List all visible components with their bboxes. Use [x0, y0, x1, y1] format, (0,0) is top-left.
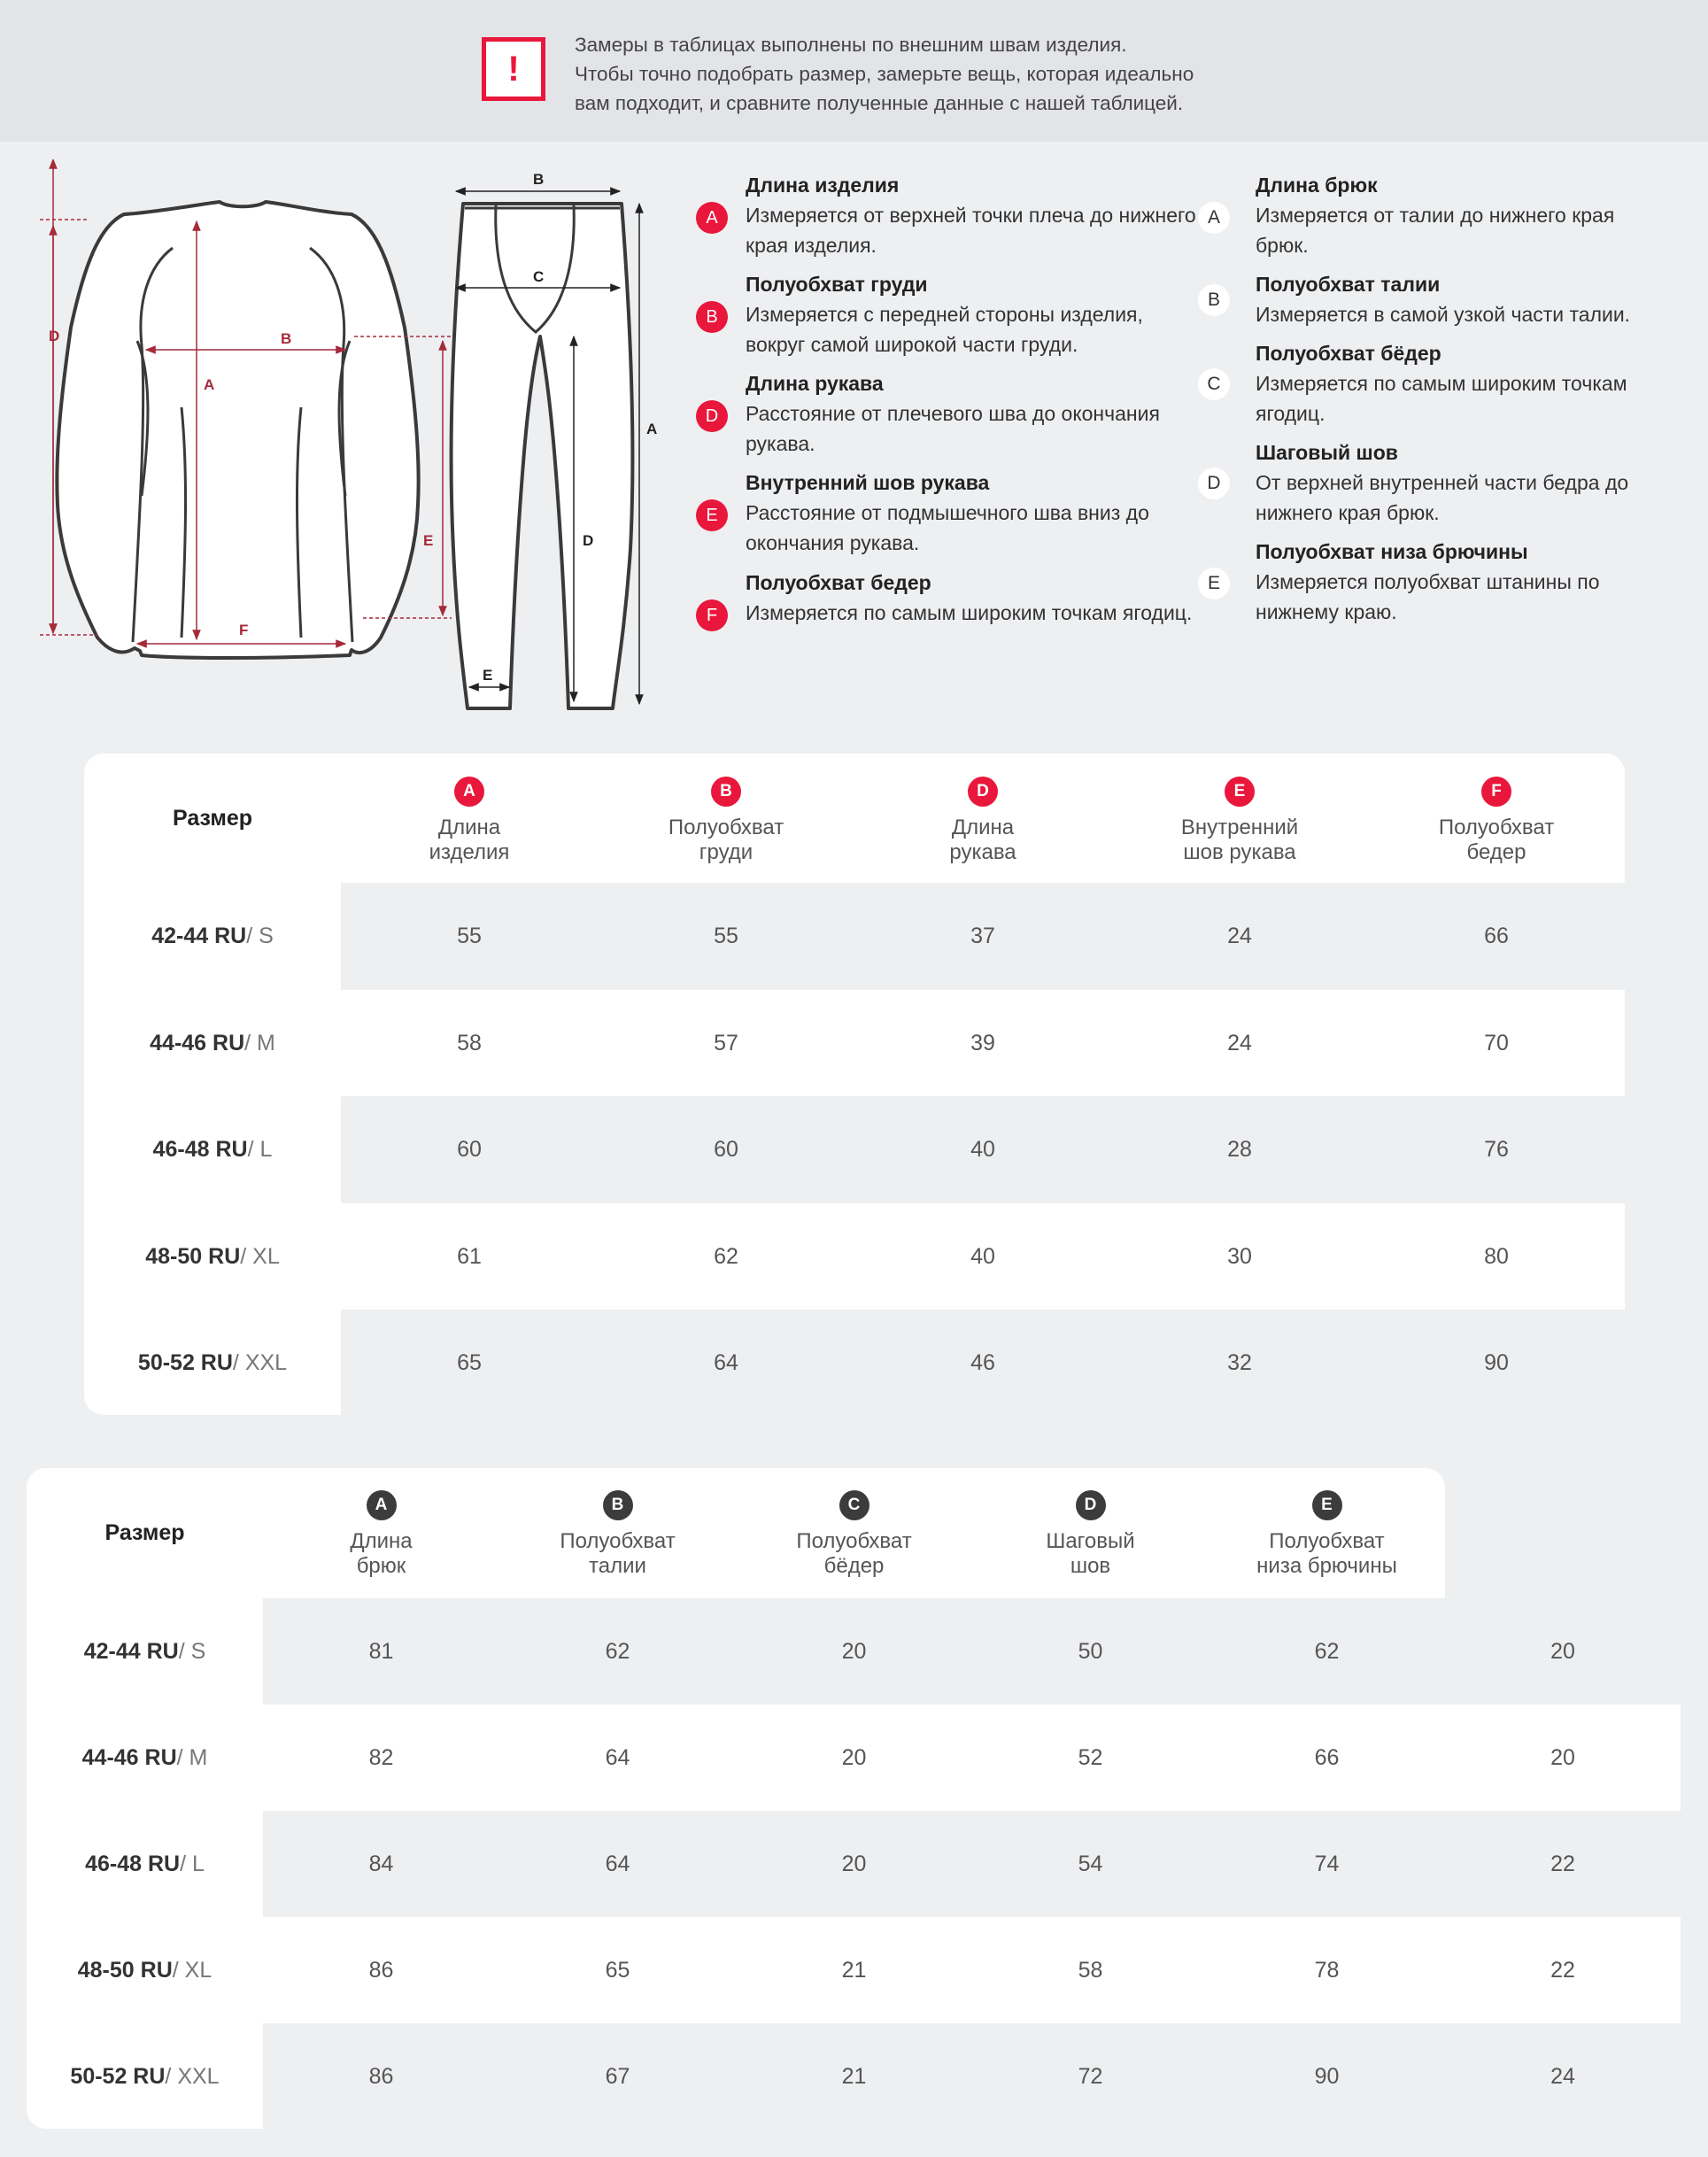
legend-desc: Измеряется в самой узкой части талии.	[1256, 303, 1631, 326]
table-cell: 37	[970, 924, 995, 948]
size-ru: 50-52 RU	[70, 2063, 166, 2089]
legend-badge: E	[696, 499, 728, 531]
notice-line: Чтобы точно подобрать размер, замерьте вещь, которая идеально	[575, 63, 1194, 85]
notice-line: Замеры в таблицах выполнены по внешним швам изделия.	[575, 34, 1127, 56]
table-cell: 24	[1227, 924, 1252, 948]
size-ru: 48-50 RU	[77, 1957, 173, 1983]
legend-badge: D	[696, 400, 728, 432]
size-intl: / XL	[172, 1957, 213, 1983]
shirt-outline	[57, 202, 418, 658]
column-badge: A	[454, 777, 484, 807]
pants-label-d: D	[583, 532, 594, 549]
column-header	[736, 1490, 972, 1579]
table-cell: 21	[841, 2063, 867, 2089]
shirt-label-b: B	[281, 330, 292, 347]
column-label: Полуобхват	[1269, 1529, 1385, 1553]
column-header	[499, 1490, 736, 1579]
table-row-size	[84, 883, 341, 990]
column-label: Длина	[437, 816, 501, 839]
legend-badge: F	[696, 599, 728, 631]
table-row-size	[84, 1310, 341, 1415]
table-cell: 82	[368, 1744, 394, 1770]
size-ru: 42-44 RU	[83, 1638, 179, 1664]
table-cell: 66	[1314, 1744, 1340, 1770]
notice-banner	[0, 0, 1708, 142]
table-row-size	[27, 1598, 263, 1705]
table-cell: 70	[1484, 1030, 1509, 1055]
table-cell: 20	[1550, 1744, 1575, 1770]
table-cell: 80	[1484, 1243, 1509, 1269]
table-row-size	[84, 990, 341, 1096]
table-cell: 20	[1550, 1638, 1575, 1664]
size-ru: 46-48 RU	[85, 1851, 181, 1876]
size-intl: / S	[246, 924, 274, 948]
legend-item	[1256, 537, 1672, 627]
column-header	[854, 777, 1111, 865]
column-label: Длина	[350, 1529, 413, 1553]
column-label: низа брючины	[1256, 1554, 1397, 1578]
table-row-size	[84, 1096, 341, 1203]
exclamation-icon: !	[482, 37, 545, 101]
column-header	[341, 777, 598, 865]
legend-title: Полуобхват груди	[746, 273, 928, 296]
size-ru: 44-46 RU	[150, 1030, 245, 1055]
legend-badge: D	[1198, 468, 1230, 499]
table-cell: 90	[1484, 1349, 1509, 1375]
column-badge: F	[1481, 777, 1511, 807]
size-intl: / M	[176, 1744, 208, 1770]
legend-desc: Расстояние от плечевого шва до окончания рукава.	[746, 402, 1160, 455]
table-cell: 40	[970, 1243, 995, 1269]
column-header	[972, 1490, 1209, 1579]
table-cell: 57	[714, 1030, 738, 1055]
notice-line: вам подходит, и сравните полученные данные с нашей таблицей.	[575, 92, 1184, 114]
column-header	[1111, 777, 1368, 865]
size-intl: / S	[178, 1638, 206, 1664]
column-label: шов	[1070, 1554, 1111, 1578]
size-intl: / XXL	[165, 2063, 220, 2089]
table-cell: 39	[970, 1030, 995, 1055]
legend-badge: B	[696, 301, 728, 333]
table-cell: 58	[457, 1030, 482, 1055]
legend-title: Полуобхват бёдер	[1256, 342, 1441, 365]
table-cell: 64	[605, 1851, 630, 1876]
column-label: Полуобхват	[668, 816, 784, 839]
table-cell: 24	[1550, 2063, 1575, 2089]
table-cell: 67	[605, 2063, 630, 2089]
legend-badge: A	[1198, 202, 1230, 234]
legend-title: Внутренний шов рукава	[746, 471, 990, 494]
table-cell: 86	[368, 1957, 394, 1983]
column-badge: E	[1312, 1490, 1342, 1520]
pants-label-b: B	[533, 171, 545, 188]
table-cell: 50	[1078, 1638, 1103, 1664]
size-ru: 46-48 RU	[152, 1137, 248, 1162]
legend-item	[746, 368, 1206, 459]
table-cell: 20	[841, 1851, 867, 1876]
table-cell: 90	[1314, 2063, 1340, 2089]
legend-item	[1256, 269, 1672, 329]
table-cell: 21	[841, 1957, 867, 1983]
table-cell: 55	[714, 924, 738, 948]
legend-title: Полуобхват бедер	[746, 571, 931, 594]
column-badge: B	[603, 1490, 633, 1520]
table-cell: 86	[368, 2063, 394, 2089]
size-intl: / M	[244, 1030, 275, 1055]
table-cell: 24	[1227, 1030, 1252, 1055]
column-label: бедер	[1466, 840, 1526, 864]
size-intl: / L	[247, 1137, 273, 1162]
garment-illustration	[0, 159, 673, 726]
table-cell: 58	[1078, 1957, 1103, 1983]
column-label: Длина	[951, 816, 1015, 839]
size-ru: 48-50 RU	[145, 1243, 241, 1269]
legend-desc: От верхней внутренней части бедра до нижнего края брюк.	[1256, 471, 1629, 524]
legend-desc: Расстояние от подмышечного шва вниз до окончания рукава.	[746, 501, 1149, 554]
table-cell: 60	[457, 1137, 482, 1162]
legend-item	[746, 468, 1206, 558]
column-label: Полуобхват	[560, 1529, 676, 1553]
table-cell: 64	[714, 1349, 738, 1375]
table-cell: 54	[1078, 1851, 1103, 1876]
size-column-header: Размер	[172, 805, 253, 831]
legend-title: Длина рукава	[746, 372, 884, 395]
legend-item	[1256, 437, 1672, 528]
legend-item	[746, 568, 1206, 628]
column-label: Полуобхват	[1438, 816, 1555, 839]
table-cell: 62	[714, 1243, 738, 1269]
table-cell: 81	[368, 1638, 394, 1664]
column-badge: D	[968, 777, 998, 807]
column-badge: B	[711, 777, 741, 807]
size-intl: / XL	[240, 1243, 280, 1269]
table-cell: 20	[841, 1638, 867, 1664]
table-cell: 52	[1078, 1744, 1103, 1770]
legend-desc: Измеряется от талии до нижнего края брюк.	[1256, 204, 1615, 257]
table-cell: 65	[605, 1957, 630, 1983]
legend-title: Полуобхват талии	[1256, 273, 1441, 296]
legend-item	[1256, 170, 1672, 260]
column-label: брюк	[356, 1554, 406, 1578]
table-cell: 28	[1227, 1137, 1252, 1162]
table-cell: 78	[1314, 1957, 1340, 1983]
column-label: Шаговый	[1046, 1529, 1135, 1553]
legend-item	[1256, 338, 1672, 429]
legend-title: Длина брюк	[1256, 174, 1378, 197]
legend-badge: E	[1198, 568, 1230, 599]
size-ru: 50-52 RU	[137, 1349, 233, 1375]
table-cell: 20	[841, 1744, 867, 1770]
legend-desc: Измеряется по самым широким точкам ягодиц.	[746, 601, 1193, 624]
table-cell: 74	[1314, 1851, 1340, 1876]
legend-badge: B	[1198, 284, 1230, 316]
size-ru: 42-44 RU	[151, 924, 247, 948]
table-cell: 62	[605, 1638, 630, 1664]
legend-desc: Измеряется полуобхват штанины по нижнему краю.	[1256, 570, 1600, 623]
legend-item	[746, 269, 1206, 360]
measurement-diagram	[0, 159, 673, 726]
table-cell: 22	[1550, 1851, 1575, 1876]
legend-desc: Измеряется по самым широким точкам ягодиц.	[1256, 372, 1627, 425]
size-intl: / XXL	[232, 1349, 288, 1375]
table-cell: 64	[605, 1744, 630, 1770]
table-cell: 30	[1227, 1243, 1252, 1269]
column-label: Полуобхват	[796, 1529, 912, 1553]
legend-desc: Измеряется с передней стороны изделия, вокруг самой широкой части груди.	[746, 303, 1143, 356]
column-header	[263, 1490, 499, 1579]
column-header	[1209, 1490, 1445, 1579]
legend-badge: C	[1198, 368, 1230, 400]
table-cell: 66	[1484, 924, 1509, 948]
size-ru: 44-46 RU	[81, 1744, 177, 1770]
table-cell: 22	[1550, 1957, 1575, 1983]
column-header	[1368, 777, 1625, 865]
column-label: бёдер	[823, 1554, 885, 1578]
table-row-size	[27, 1811, 263, 1917]
column-label: рукава	[949, 840, 1016, 864]
legend-badge: A	[696, 202, 728, 234]
shirt-label-a: A	[204, 376, 215, 393]
legend-desc: Измеряется от верхней точки плеча до нижнего края изделия.	[746, 204, 1196, 257]
pants-label-a: A	[646, 421, 658, 437]
column-badge: C	[839, 1490, 869, 1520]
table-cell: 40	[970, 1137, 995, 1162]
table-cell: 72	[1078, 2063, 1103, 2089]
column-label: талии	[589, 1554, 646, 1578]
column-label: изделия	[429, 840, 510, 864]
table-row-size	[84, 1203, 341, 1310]
column-badge: D	[1076, 1490, 1106, 1520]
shirt-label-e: E	[423, 532, 434, 549]
pants-label-c: C	[533, 268, 545, 285]
shirt-label-f: F	[239, 622, 249, 638]
pants-label-e: E	[483, 667, 493, 684]
table-row-size	[27, 1917, 263, 2023]
table-cell: 65	[457, 1349, 482, 1375]
table-cell: 60	[714, 1137, 738, 1162]
column-header	[598, 777, 854, 865]
legend-title: Полуобхват низа брючины	[1256, 540, 1528, 563]
column-label: шов рукава	[1183, 840, 1296, 864]
table-row-size	[27, 1705, 263, 1811]
shirt-size-table	[84, 754, 1625, 1415]
table-cell: 84	[368, 1851, 394, 1876]
table-cell: 61	[457, 1243, 482, 1269]
table-cell: 32	[1227, 1349, 1252, 1375]
size-column-header: Размер	[104, 1520, 185, 1545]
table-row-size	[27, 2023, 263, 2130]
table-cell: 55	[457, 924, 482, 948]
shirt-label-d: D	[49, 328, 60, 344]
column-badge: E	[1225, 777, 1255, 807]
notice-text	[575, 30, 1248, 118]
column-badge: A	[367, 1490, 397, 1520]
column-label: груди	[699, 840, 754, 864]
legend-item	[746, 170, 1206, 260]
table-cell: 46	[970, 1349, 995, 1375]
legend-title: Длина изделия	[746, 174, 900, 197]
table-cell: 62	[1314, 1638, 1340, 1664]
legend-title: Шаговый шов	[1256, 441, 1398, 464]
size-intl: / L	[180, 1851, 205, 1876]
column-label: Внутренний	[1180, 816, 1299, 839]
table-cell: 76	[1484, 1137, 1509, 1162]
